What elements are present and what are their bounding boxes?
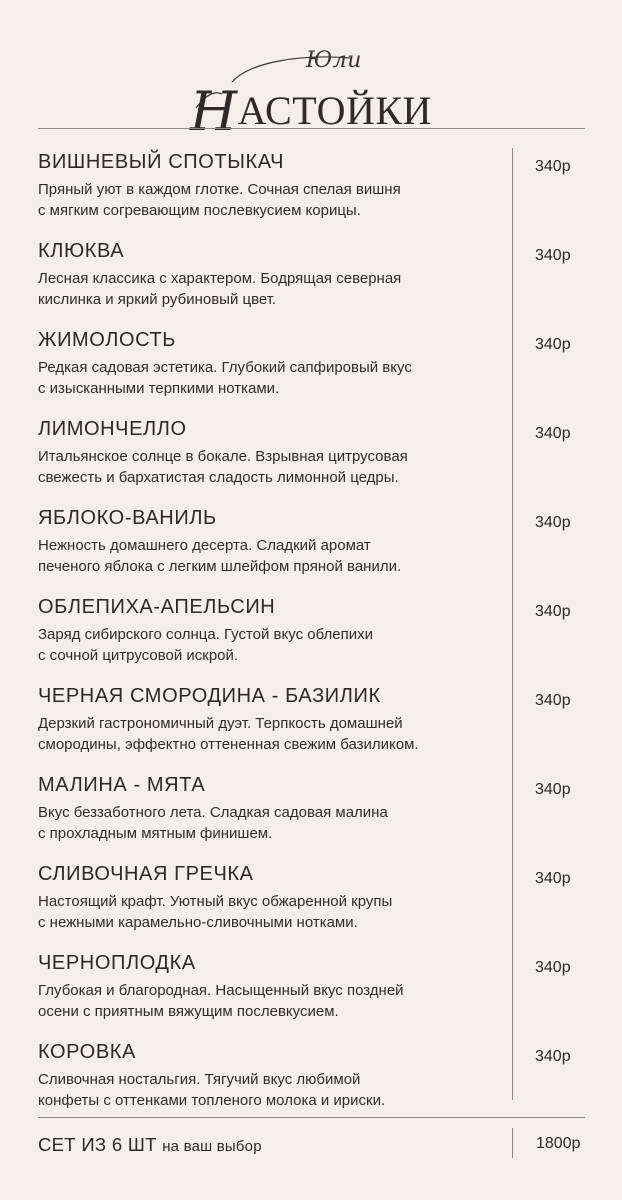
item-price: 340р (535, 425, 571, 442)
set-offer-title: СЕТ ИЗ 6 ШТ (38, 1134, 157, 1155)
item-name: ВИШНЕВЫЙ СПОТЫКАЧ (38, 151, 285, 173)
set-offer-note: на ваш выбор (162, 1138, 262, 1155)
item-price: 340р (535, 959, 571, 976)
page-title-capital: Н (190, 80, 238, 143)
item-description: Заряд сибирского солнца. Густой вкус облепихи с сочной цитрусовой искрой. (38, 626, 373, 664)
item-description: Итальянское солнце в бокале. Взрывная цитрусовая свежесть и бархатистая сладость лимонной цедры. (38, 448, 408, 486)
set-offer-label (38, 1134, 262, 1156)
item-name: ЧЕРНОПЛОДКА (38, 952, 196, 974)
item-name: ЛИМОНЧЕЛЛО (38, 418, 187, 440)
menu-item (38, 418, 585, 507)
top-divider (38, 128, 585, 129)
menu-item (38, 596, 585, 685)
menu-item (38, 329, 585, 418)
set-price-divider (512, 1128, 513, 1158)
item-price: 340р (535, 603, 571, 620)
menu-item (38, 952, 585, 1041)
item-name: КОРОВКА (38, 1041, 136, 1063)
item-name: ОБЛЕПИХА-АПЕЛЬСИН (38, 596, 276, 618)
item-name: МАЛИНА - МЯТА (38, 774, 206, 796)
item-price: 340р (535, 692, 571, 709)
menu-item (38, 685, 585, 774)
menu-item (38, 240, 585, 329)
item-name: ЯБЛОКО-ВАНИЛЬ (38, 507, 217, 529)
item-price: 340р (535, 514, 571, 531)
item-description: Нежность домашнего десерта. Сладкий аромат печеного яблока с легким шлейфом пряной ванили. (38, 537, 402, 575)
menu-item (38, 507, 585, 596)
menu-item (38, 863, 585, 952)
item-price: 340р (535, 247, 571, 264)
item-description: Лесная классика с характером. Бодрящая северная кислинка и яркий рубиновый цвет. (38, 270, 402, 308)
item-description: Сливочная ностальгия. Тягучий вкус любимой конфеты с оттенками топленого молока и ириски. (38, 1071, 386, 1109)
menu-logo (0, 38, 622, 143)
menu-item (38, 774, 585, 863)
item-description: Редкая садовая эстетика. Глубокий сапфировый вкус с изысканными терпкими нотками. (38, 359, 412, 397)
item-price: 340р (535, 158, 571, 175)
item-price: 340р (535, 336, 571, 353)
set-offer-price: 1800р (536, 1135, 581, 1152)
item-description: Настоящий крафт. Уютный вкус обжаренной крупы с нежными карамельно-сливочными нотками. (38, 893, 393, 931)
item-description: Пряный уют в каждом глотке. Сочная спелая вишня с мягким согревающим послевкусием корицы. (38, 181, 401, 219)
bottom-divider (38, 1117, 585, 1118)
item-description: Дерзкий гастрономичный дуэт. Терпкость домашней смородины, эффектно оттененная свежим базиликом. (38, 715, 419, 753)
item-name: СЛИВОЧНАЯ ГРЕЧКА (38, 863, 254, 885)
item-description: Глубокая и благородная. Насыщенный вкус поздней осени с приятным вяжущим послевкусием. (38, 982, 404, 1020)
item-description: Вкус беззаботного лета. Сладкая садовая малина с прохладным мятным финишем. (38, 804, 388, 842)
menu-item (38, 151, 585, 240)
item-price: 340р (535, 781, 571, 798)
page-title-rest: АСТОЙКИ (237, 88, 432, 133)
item-name: КЛЮКВА (38, 240, 125, 262)
item-price: 340р (535, 1048, 571, 1065)
item-name: ЖИМОЛОСТЬ (38, 329, 177, 351)
item-price: 340р (535, 870, 571, 887)
item-name: ЧЕРНАЯ СМОРОДИНА - БАЗИЛИК (38, 685, 381, 707)
logo-prefix: Юли (306, 48, 362, 73)
